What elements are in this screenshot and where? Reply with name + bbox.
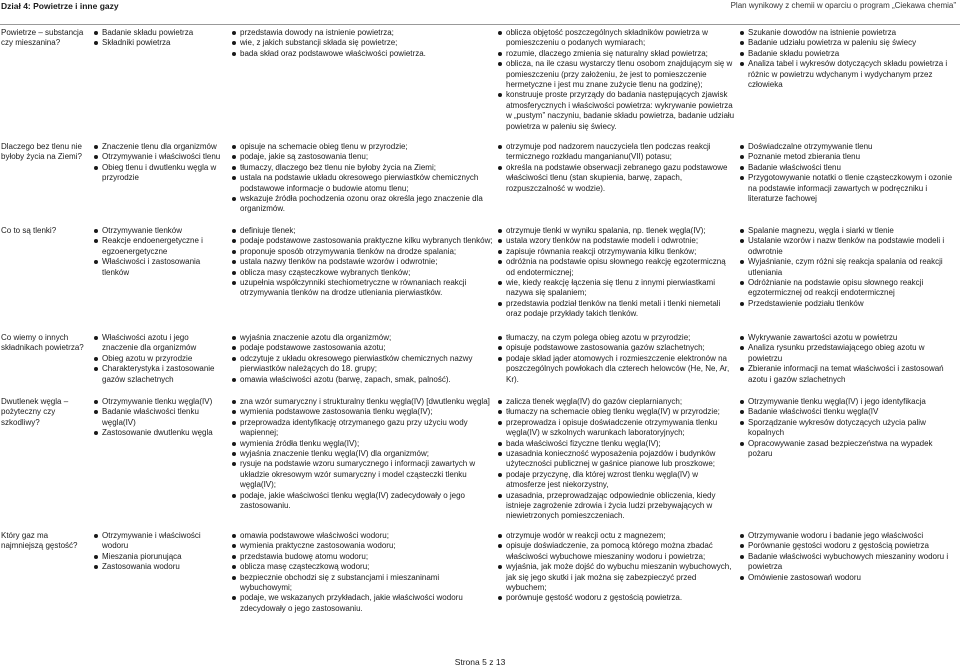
list-item: konstruuje proste przyrządy do badania następujących zjawisk atmosferycznych i właściwości powietrza: wykrywanie powietrza w „pustym” naczyniu, badanie składu powietrza, badanie udziału powietrza w paleniu się świecy. <box>497 90 735 132</box>
topic-title: Który gaz ma najmniejszą gęstość? <box>1 531 78 551</box>
list-item: wie, z jakich substancji składa się powietrze; <box>231 38 493 48</box>
list-item: ustala na podstawie układu okresowego pierwiastków chemicznych podstawowe informacje o budowie atomu tlenu; <box>231 173 493 194</box>
list-item: oblicza objętość poszczególnych składników powietrza w pomieszczeniu o podanych wymiarach; <box>497 28 735 49</box>
list-item: Badanie udziału powietrza w paleniu się świecy <box>739 38 958 48</box>
list-item: Doświadczalne otrzymywanie tlenu <box>739 142 958 152</box>
list-item: ustala wzory tlenków na podstawie modeli i odwrotnie; <box>497 236 735 246</box>
list-item: Spalanie magnezu, węgla i siarki w tlenie <box>739 226 958 236</box>
basic-requirements-list <box>231 142 493 215</box>
content-list <box>93 226 226 278</box>
list-item: opisuje na schemacie obieg tlenu w przyrodzie; <box>231 142 493 152</box>
list-item: określa na podstawie obserwacji zebranego gazu podstawowe właściwości tlenu (stan skupienia, barwę, zapach, rozpuszczalność w wodzie). <box>497 163 735 194</box>
content-list <box>93 142 226 184</box>
list-item: Obieg tlenu i dwutlenku węgla w przyrodzie <box>93 163 226 184</box>
list-item: omawia podstawowe właściwości wodoru; <box>231 531 493 541</box>
list-item: przeprowadza identyfikację otrzymanego gazu przy użyciu wody wapiennej; <box>231 418 493 439</box>
list-item: przedstawia podział tlenków na tlenki metali i tlenki niemetali oraz podaje przykłady takich tlenków. <box>497 299 735 320</box>
list-item: Sporządzanie wykresów dotyczących użycia paliw kopalnych <box>739 418 958 439</box>
list-item: odczytuje z układu okresowego pierwiastków chemicznych nazwy pierwiastków należących do 18. grupy; <box>231 354 493 375</box>
skills-list <box>739 531 958 583</box>
list-item: Właściwości azotu i jego znaczenie dla organizmów <box>93 333 226 354</box>
list-item: bada właściwości fizyczne tlenku węgla(IV); <box>497 439 735 449</box>
list-item: podaje, jakie są zastosowania tlenu; <box>231 152 493 162</box>
list-item: Charakterystyka i zastosowanie gazów szlachetnych <box>93 364 226 385</box>
list-item: Badanie właściwości tlenku węgla(IV <box>739 407 958 417</box>
list-item: ustala nazwy tlenków na podstawie wzorów i odwrotnie; <box>231 257 493 267</box>
list-item: przedstawia dowody na istnienie powietrza; <box>231 28 493 38</box>
list-item: tłumaczy, dlaczego bez tlenu nie byłoby życia na Ziemi; <box>231 163 493 173</box>
list-item: wymienia źródła tlenku węgla(IV); <box>231 439 493 449</box>
list-item: Właściwości i zastosowania tlenków <box>93 257 226 278</box>
list-item: uzasadnia konieczność wyposażenia pojazdów i budynków użyteczności publicznej w gaśnice pianowe lub proszkowe; <box>497 449 735 470</box>
list-item: Badanie składu powietrza <box>93 28 226 38</box>
list-item: Poznanie metod zbierania tlenu <box>739 152 958 162</box>
list-item: odróżnia na podstawie opisu słownego reakcję egzotermiczną od endotermicznej; <box>497 257 735 278</box>
list-item: Badanie właściwości tlenu <box>739 163 958 173</box>
list-item: Analiza tabel i wykresów dotyczących składu powietrza i różnic w powietrzu wdychanym i wydychanym przez człowieka <box>739 59 958 90</box>
extended-requirements-list <box>497 397 735 522</box>
list-item: tłumaczy, na czym polega obieg azotu w przyrodzie; <box>497 333 735 343</box>
list-item: uzasadnia, przeprowadzając odpowiednie obliczenia, kiedy istnieje zagrożenie zdrowia i życia ludzi przebywających w niewietrzonych pomieszczeniach. <box>497 491 735 522</box>
list-item: porównuje gęstość wodoru z gęstością powietrza. <box>497 593 735 603</box>
list-item: Opracowywanie zasad bezpieczeństwa na wypadek pożaru <box>739 439 958 460</box>
list-item: Wykrywanie zawartości azotu w powietrzu <box>739 333 958 343</box>
skills-list <box>739 226 958 309</box>
page-total: 13 <box>495 657 506 667</box>
list-item: Szukanie dowodów na istnienie powietrza <box>739 28 958 38</box>
skills-list <box>739 397 958 459</box>
list-item: Zastosowanie dwutlenku węgla <box>93 428 226 438</box>
topic-cell <box>1 531 89 552</box>
list-item: bada skład oraz podstawowe właściwości powietrza. <box>231 49 493 59</box>
list-item: Znaczenie tlenu dla organizmów <box>93 142 226 152</box>
topic-title: Co to są tlenki? <box>1 226 57 235</box>
skills-list <box>739 142 958 204</box>
basic-requirements-list <box>231 397 493 511</box>
content-list <box>93 333 226 385</box>
list-item: podaje skład jąder atomowych i rozmieszczenie elektronów na poszczególnych powłokach dla czterech helowców (He, Ne, Ar, Kr). <box>497 354 735 385</box>
list-item: podaje podstawowe zastosowania azotu; <box>231 343 493 353</box>
topic-title: Dlaczego bez tlenu nie byłoby życia na Ziemi? <box>1 142 82 162</box>
list-item: wie, kiedy reakcję łączenia się tlenu z innymi pierwiastkami nazywa się spalaniem; <box>497 278 735 299</box>
list-item: definiuje tlenek; <box>231 226 493 236</box>
topic-cell <box>1 28 89 49</box>
content-list <box>93 531 226 573</box>
list-item: Odróżnianie na podstawie opisu słownego reakcji egzotermicznej od reakcji endotermicznej <box>739 278 958 299</box>
list-item: przedstawia budowę atomu wodoru; <box>231 552 493 562</box>
list-item: podaje, we wskazanych przykładach, jakie właściwości wodoru zdecydowały o jego zastosowaniu. <box>231 593 493 614</box>
list-item: bezpiecznie obchodzi się z substancjami i mieszaninami wybuchowymi; <box>231 573 493 594</box>
list-item: opisuje podstawowe zastosowania gazów szlachetnych; <box>497 343 735 353</box>
list-item: oblicza, na ile czasu wystarczy tlenu osobom znajdującym się w pomieszczeniu (przy założeniu, że jest to pomieszczenie hermetyczne i jest mu znane zużycie tlenu na godzinę); <box>497 59 735 90</box>
list-item: Przedstawienie podziału tlenków <box>739 299 958 309</box>
list-item: rysuje na podstawie wzoru sumarycznego i informacji zawartych w układzie okresowym wzór sumaryczny i model cząsteczki tlenku węgla(IV); <box>231 459 493 490</box>
list-item: Badanie właściwości tlenku węgla(IV) <box>93 407 226 428</box>
extended-requirements-list <box>497 226 735 320</box>
list-item: Otrzymywanie tlenku węgla(IV) <box>93 397 226 407</box>
page-number: 5 <box>482 657 487 667</box>
content-list <box>93 28 226 49</box>
skills-list <box>739 28 958 90</box>
list-item: Mieszania piorunująca <box>93 552 226 562</box>
list-item: Obieg azotu w przyrodzie <box>93 354 226 364</box>
list-item: Porównanie gęstości wodoru z gęstością powietrza <box>739 541 958 551</box>
list-item: otrzymuje pod nadzorem nauczyciela tlen podczas reakcji termicznego rozkładu manganianu(VII) potasu; <box>497 142 735 163</box>
topic-cell <box>1 226 89 236</box>
list-item: omawia właściwości azotu (barwę, zapach, smak, palność). <box>231 375 493 385</box>
list-item: wyjaśnia, jak może dojść do wybuchu mieszanin wybuchowych, jak się jego skutki i jak można się zabezpieczyć przed wybuchem; <box>497 562 735 593</box>
list-item: Wyjaśnianie, czym różni się reakcja spalania od reakcji utleniania <box>739 257 958 278</box>
list-item: podaje przyczynę, dla której wzrost tlenku węgla(IV) w atmosferze jest niekorzystny, <box>497 470 735 491</box>
extended-requirements-list <box>497 142 735 194</box>
extended-requirements-list <box>497 28 735 132</box>
list-item: zna wzór sumaryczny i strukturalny tlenku węgla(IV) [dwutlenku węgla] <box>231 397 493 407</box>
list-item: zapisuje równania reakcji otrzymywania kilku tlenków; <box>497 247 735 257</box>
page-separator: z <box>489 657 494 667</box>
list-item: otrzymuje tlenki w wyniku spalania, np. tlenek węgla(IV); <box>497 226 735 236</box>
list-item: Badanie składu powietrza <box>739 49 958 59</box>
header-divider <box>0 24 960 25</box>
basic-requirements-list <box>231 333 493 385</box>
list-item: przeprowadza i opisuje doświadczenie otrzymywania tlenku węgla(IV) w szkolnych warunkach laboratoryjnych; <box>497 418 735 439</box>
skills-list <box>739 333 958 385</box>
list-item: rozumie, dlaczego zmienia się naturalny skład powietrza; <box>497 49 735 59</box>
list-item: Zastosowania wodoru <box>93 562 226 572</box>
section-title: Dział 4: Powietrze i inne gazy <box>1 1 119 11</box>
list-item: podaje podstawowe zastosowania praktyczne kilku wybranych tlenków; <box>231 236 493 246</box>
list-item: Analiza rysunku przedstawiającego obieg azotu w powietrzu <box>739 343 958 364</box>
list-item: uzupełnia współczynniki stechiometryczne w równaniach reakcji otrzymywania tlenków na drodze utleniania pierwiastków. <box>231 278 493 299</box>
list-item: Otrzymywanie tlenków <box>93 226 226 236</box>
list-item: Zbieranie informacji na temat właściwości i zastosowań azotu i gazów szlachetnych <box>739 364 958 385</box>
extended-requirements-list <box>497 333 735 385</box>
topic-title: Dwutlenek węgla – pożyteczny czy szkodliwy? <box>1 397 69 427</box>
topic-title: Co wiemy o innych składnikach powietrza? <box>1 333 84 353</box>
page-label: Strona <box>454 657 480 667</box>
list-item: wyjaśnia znaczenie tlenku węgla(IV) dla organizmów; <box>231 449 493 459</box>
list-item: otrzymuje wodór w reakcji octu z magnezem; <box>497 531 735 541</box>
list-item: Reakcje endoenergetyczne i egzoenergetyczne <box>93 236 226 257</box>
basic-requirements-list <box>231 28 493 59</box>
list-item: Otrzymywanie tlenku węgla(IV) i jego identyfikacja <box>739 397 958 407</box>
list-item: Omówienie zastosowań wodoru <box>739 573 958 583</box>
list-item: wskazuje źródła pochodzenia ozonu oraz określa jego znaczenie dla organizmów. <box>231 194 493 215</box>
list-item: Badanie właściwości wybuchowych mieszaniny wodoru i powietrza <box>739 552 958 573</box>
list-item: opisuje doświadczenie, za pomocą którego można zbadać właściwości wybuchowe mieszaniny wodoru i powietrza; <box>497 541 735 562</box>
topic-cell <box>1 142 89 163</box>
list-item: podaje, jakie właściwości tlenku węgla(IV) zadecydowały o jego zastosowaniu. <box>231 491 493 512</box>
list-item: Ustalanie wzorów i nazw tlenków na podstawie modeli i odwrotnie <box>739 236 958 257</box>
list-item: Otrzymywanie wodoru i badanie jego właściwości <box>739 531 958 541</box>
list-item: oblicza masę cząsteczkową wodoru; <box>231 562 493 572</box>
list-item: oblicza masy cząsteczkowe wybranych tlenków; <box>231 268 493 278</box>
list-item: Otrzymywanie i właściwości wodoru <box>93 531 226 552</box>
list-item: Otrzymywanie i właściwości tlenu <box>93 152 226 162</box>
list-item: Składniki powietrza <box>93 38 226 48</box>
list-item: wyjaśnia znaczenie azotu dla organizmów; <box>231 333 493 343</box>
program-title: Plan wynikowy z chemii w oparciu o program „Ciekawa chemia” <box>730 1 956 10</box>
extended-requirements-list <box>497 531 735 604</box>
content-list <box>93 397 226 439</box>
list-item: wymienia praktyczne zastosowania wodoru; <box>231 541 493 551</box>
list-item: tłumaczy na schemacie obieg tlenku węgla(IV) w przyrodzie; <box>497 407 735 417</box>
list-item: zalicza tlenek węgla(IV) do gazów cieplarnianych; <box>497 397 735 407</box>
basic-requirements-list <box>231 226 493 299</box>
topic-cell <box>1 333 89 354</box>
list-item: Przygotowywanie notatki o tlenie cząsteczkowym i ozonie na podstawie informacji zawartych w podręczniku i literaturze fachowej <box>739 173 958 204</box>
topic-title: Powietrze – substancja czy mieszanina? <box>1 28 84 48</box>
list-item: wymienia podstawowe zastosowania tlenku węgla(IV); <box>231 407 493 417</box>
topic-cell <box>1 397 89 428</box>
list-item: proponuje sposób otrzymywania tlenków na drodze spalania; <box>231 247 493 257</box>
basic-requirements-list <box>231 531 493 614</box>
